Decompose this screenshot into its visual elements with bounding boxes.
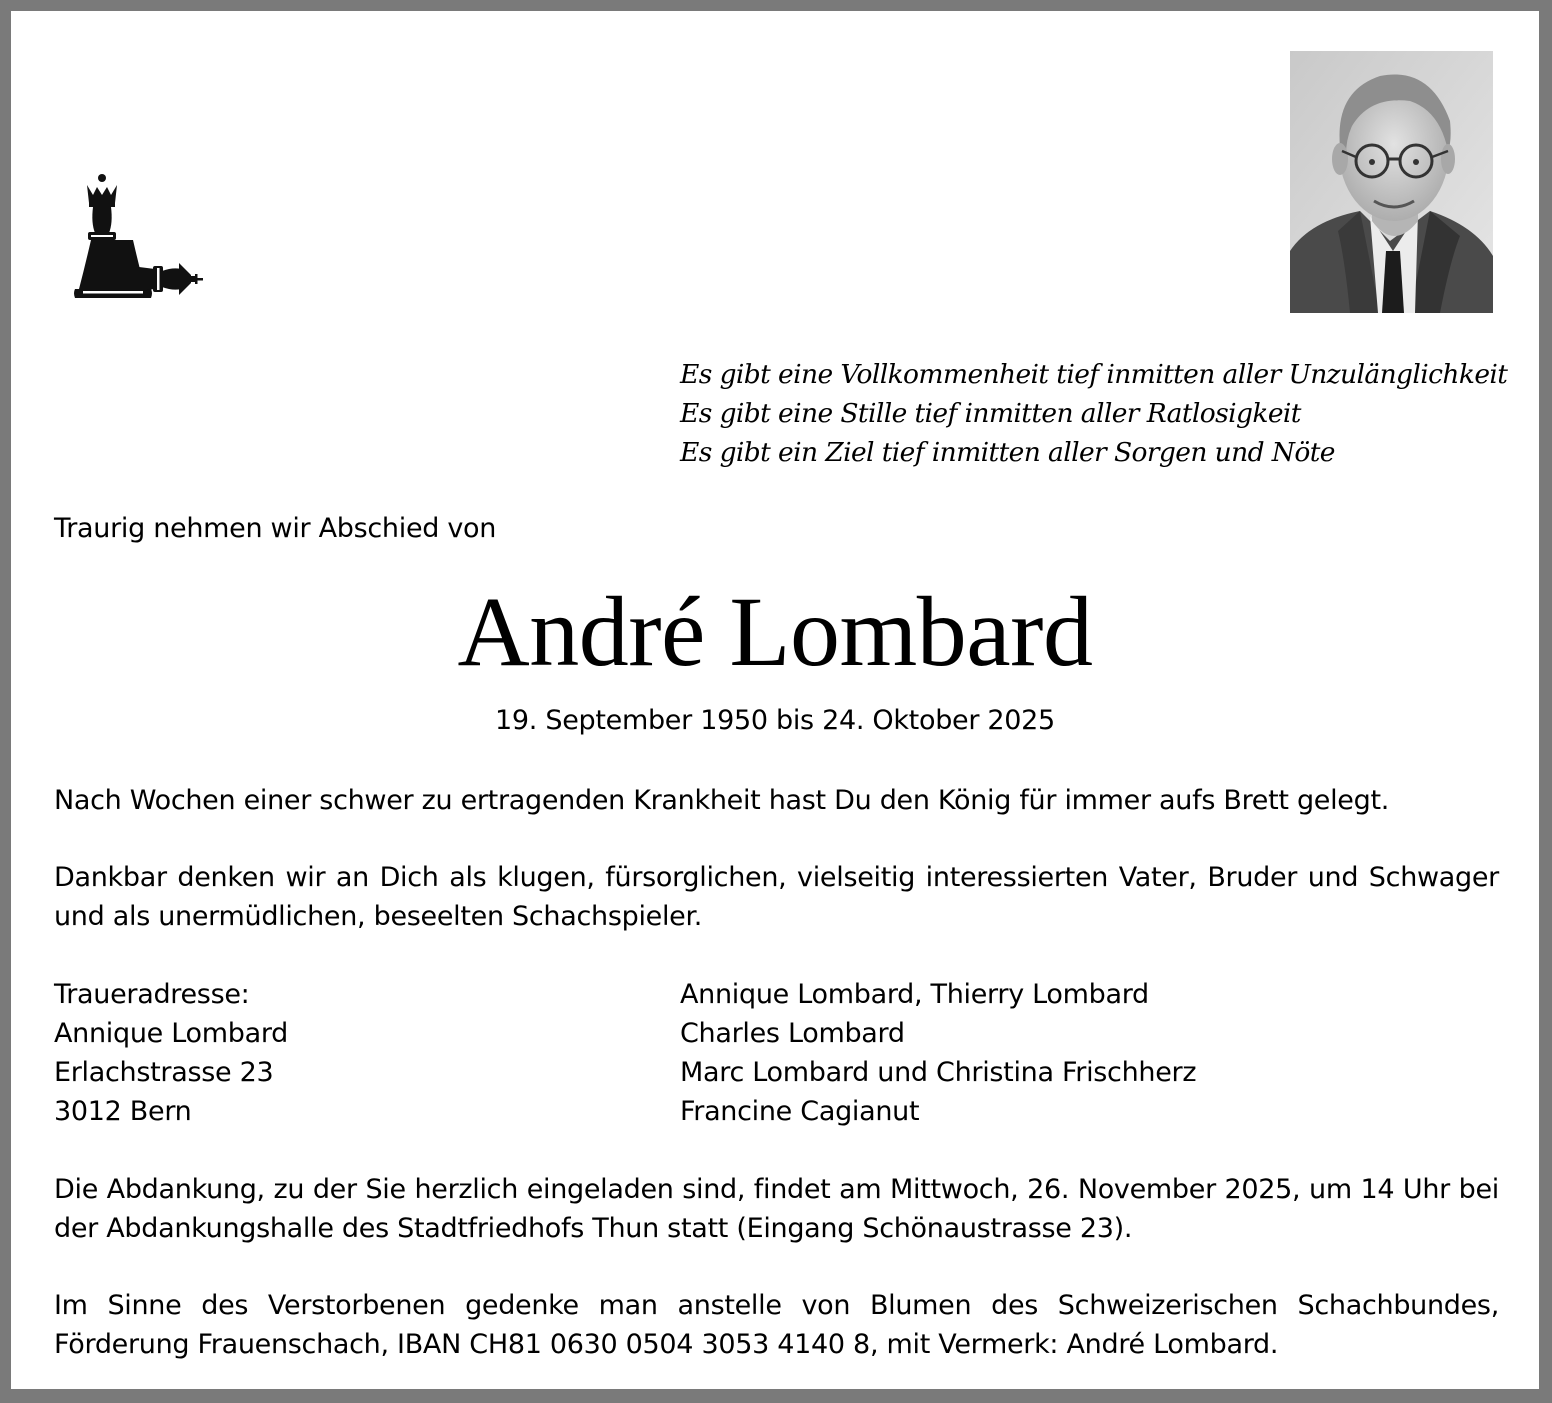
address-street: Erlachstrasse 23	[54, 1057, 274, 1088]
obituary-notice	[11, 11, 1539, 1389]
quote-line: Es gibt eine Stille tief inmitten aller Ratlosigkeit	[680, 398, 1301, 429]
quote-line: Es gibt ein Ziel tief inmitten aller Sorgen und Nöte	[680, 437, 1335, 468]
thanks-paragraph: Dankbar denken wir an Dich als klugen, fürsorglichen, vielseitig interessierten Vater, Bruder und Schwager und als unermüdlichen, beseelten Schachspieler.	[54, 862, 1499, 932]
illness-paragraph: Nach Wochen einer schwer zu ertragenden Krankheit hast Du den König für immer aufs Brett gelegt.	[54, 785, 1390, 816]
address-label: Traueradresse:	[54, 979, 250, 1010]
address-block	[54, 975, 288, 1131]
portrait-photo	[1290, 51, 1493, 313]
chess-queen-and-fallen-king-icon	[69, 171, 203, 301]
donation-paragraph: Im Sinne des Verstorbenen gedenke man anstelle von Blumen des Schweizerischen Schachbundes, Förderung Frauenschach, IBAN CH81 0630 0504 3053 4140 8, mit Vermerk: André Lombard.	[54, 1290, 1499, 1360]
quote-line: Es gibt eine Vollkommenheit tief inmitten aller Unzulänglichkeit	[680, 359, 1508, 390]
address-name: Annique Lombard	[54, 1018, 288, 1049]
deceased-name: André Lombard	[457, 576, 1093, 687]
mourner-entry: Charles Lombard	[680, 1018, 905, 1049]
address-city: 3012 Bern	[54, 1096, 192, 1127]
quote	[680, 355, 1507, 472]
service-paragraph: Die Abdankung, zu der Sie herzlich eingeladen sind, findet am Mittwoch, 26. November 2025, um 14 Uhr bei der Abdankungshalle des Stadtfriedhofs Thun statt (Eingang Schönaustrasse 23).	[54, 1174, 1499, 1244]
intro-text: Traurig nehmen wir Abschied von	[54, 513, 497, 544]
mourner-entry: Annique Lombard, Thierry Lombard	[680, 979, 1149, 1010]
mourner-entry: Marc Lombard und Christina Frischherz	[680, 1057, 1197, 1088]
life-dates: 19. September 1950 bis 24. Oktober 2025	[495, 705, 1055, 736]
mourner-entry: Francine Cagianut	[680, 1096, 920, 1127]
mourners-list	[680, 975, 1196, 1131]
